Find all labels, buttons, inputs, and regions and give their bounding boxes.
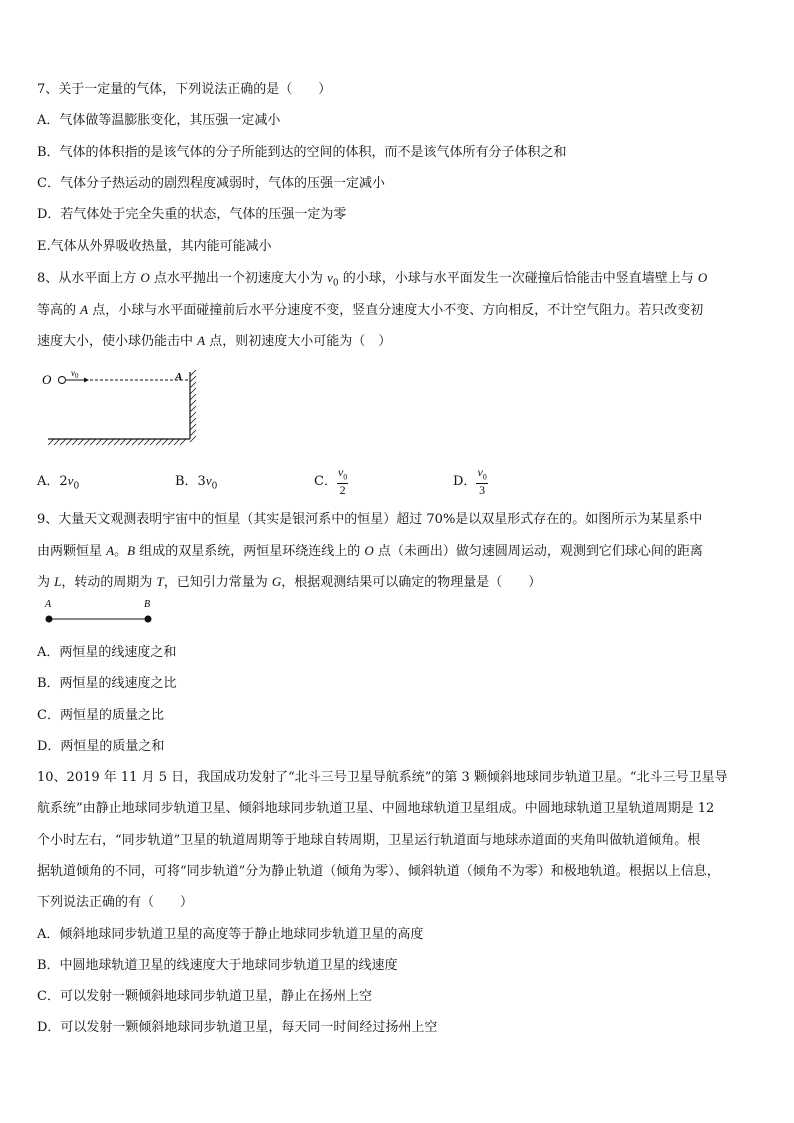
q9-stem-line2: 由两颗恒星 A。B 组成的双星系统，两恒星环绕连线上的 O 点（未画出）做匀速圆周运动，观测到它们球心间的距离 [37,543,703,559]
q8-figure-wall-hatch [190,370,196,442]
q8-stem-line3: 速度大小，使小球仍能击中 A 点，则初速度大小可能为（ ） [37,333,392,349]
q10-stem-line2: 航系统”由静止地球同步轨道卫星、倾斜地球同步轨道卫星、中圆地球轨道卫星组成。中圆地球轨道卫星轨道周期是 12 [37,801,715,816]
q8-figure-v-label: $v_0$ [71,368,79,380]
q7-option-b: B．气体的体积指的是该气体的分子所能到达的空间的体积，而不是该气体所有分子体积之和 [37,145,567,160]
q8-option-a: A．$2v_0$ [37,473,80,492]
q9-stem-line3: 为 L，转动的周期为 T，已知引力常量为 G，根据观测结果可以确定的物理量是（ ） [37,574,542,590]
q8-figure-arrowhead [84,378,89,383]
q9-stem-line1: 9、大量天文观测表明宇宙中的恒星（其实是银河系中的恒星）超过 70%是以双星形式存在的。如图所示为某星系中 [37,512,703,527]
q9-option-b: B．两恒星的线速度之比 [37,676,177,691]
q9-option-a: A．两恒星的线速度之和 [37,645,177,660]
q10-stem-line1: 10、2019 年 11 月 5 日，我国成功发射了“北斗三号卫星导航系统”的第 3 颗倾斜地球同步轨道卫星。“北斗三号卫星导 [37,770,728,785]
q8-figure [40,366,210,450]
q9-figure-a-label: A [45,599,52,610]
q10-option-c: C．可以发射一颗倾斜地球同步轨道卫星，静止在扬州上空 [37,989,372,1004]
q10-option-d: D．可以发射一颗倾斜地球同步轨道卫星，每天同一时间经过扬州上空 [37,1020,438,1035]
q8-figure-o-label: O [42,372,52,387]
q10-option-b: B．中圆地球轨道卫星的线速度大于地球同步轨道卫星的线速度 [37,958,398,973]
q9-option-c: C．两恒星的质量之比 [37,708,164,723]
q8-figure-ball [59,377,66,384]
q7-stem: 7、关于一定量的气体，下列说法正确的是（ ） [37,82,332,97]
q9-figure-b-label: B [144,599,151,610]
q9-option-d: D．两恒星的质量之和 [37,739,165,754]
q8-figure-ground-hatch [48,439,186,445]
q8-option-c: C． $\frac{v_0}{2}$ [314,465,348,498]
q8-stem-line2: 等高的 A 点，小球与水平面碰撞前后水平分速度不变，竖直分速度大小不变、方向相反，不计空气阻力。若只改变初 [37,302,704,318]
q7-option-a: A．气体做等温膨胀变化，其压强一定减小 [37,113,281,128]
q10-stem-line3: 个小时左右，“同步轨道”卫星的轨道周期等于地球自转周期，卫星运行轨道面与地球赤道面的夹角叫做轨道倾角。根 [37,833,701,848]
q8-figure-a-label: A [175,371,183,383]
q8-stem-line1: 8、从水平面上方 O 点水平抛出一个初速度大小为 $v_0$ 的小球，小球与水平面发生一次碰撞后恰能击中竖直墙壁上与 O [37,270,708,289]
q9-figure-star-b [145,616,152,623]
q9-figure [40,598,160,626]
q10-stem-line4: 据轨道倾角的不同，可将“同步轨道”分为静止轨道（倾角为零）、倾斜轨道（倾角不为零）和极地轨道。根据以上信息， [37,864,720,879]
q10-option-a: A．倾斜地球同步轨道卫星的高度等于静止地球同步轨道卫星的高度 [37,927,424,942]
q9-figure-star-a [46,616,53,623]
q7-option-c: C．气体分子热运动的剧烈程度减弱时，气体的压强一定减小 [37,176,385,191]
q8-option-b: B．$3v_0$ [175,473,218,492]
q7-option-e: E.气体从外界吸收热量，其内能可能减小 [37,239,272,254]
q7-option-d: D．若气体处于完全失重的状态，气体的压强一定为零 [37,207,347,222]
q8-option-d: D． $\frac{v_0}{3}$ [453,465,487,498]
q10-stem-line5: 下列说法正确的有（ ） [37,895,194,910]
